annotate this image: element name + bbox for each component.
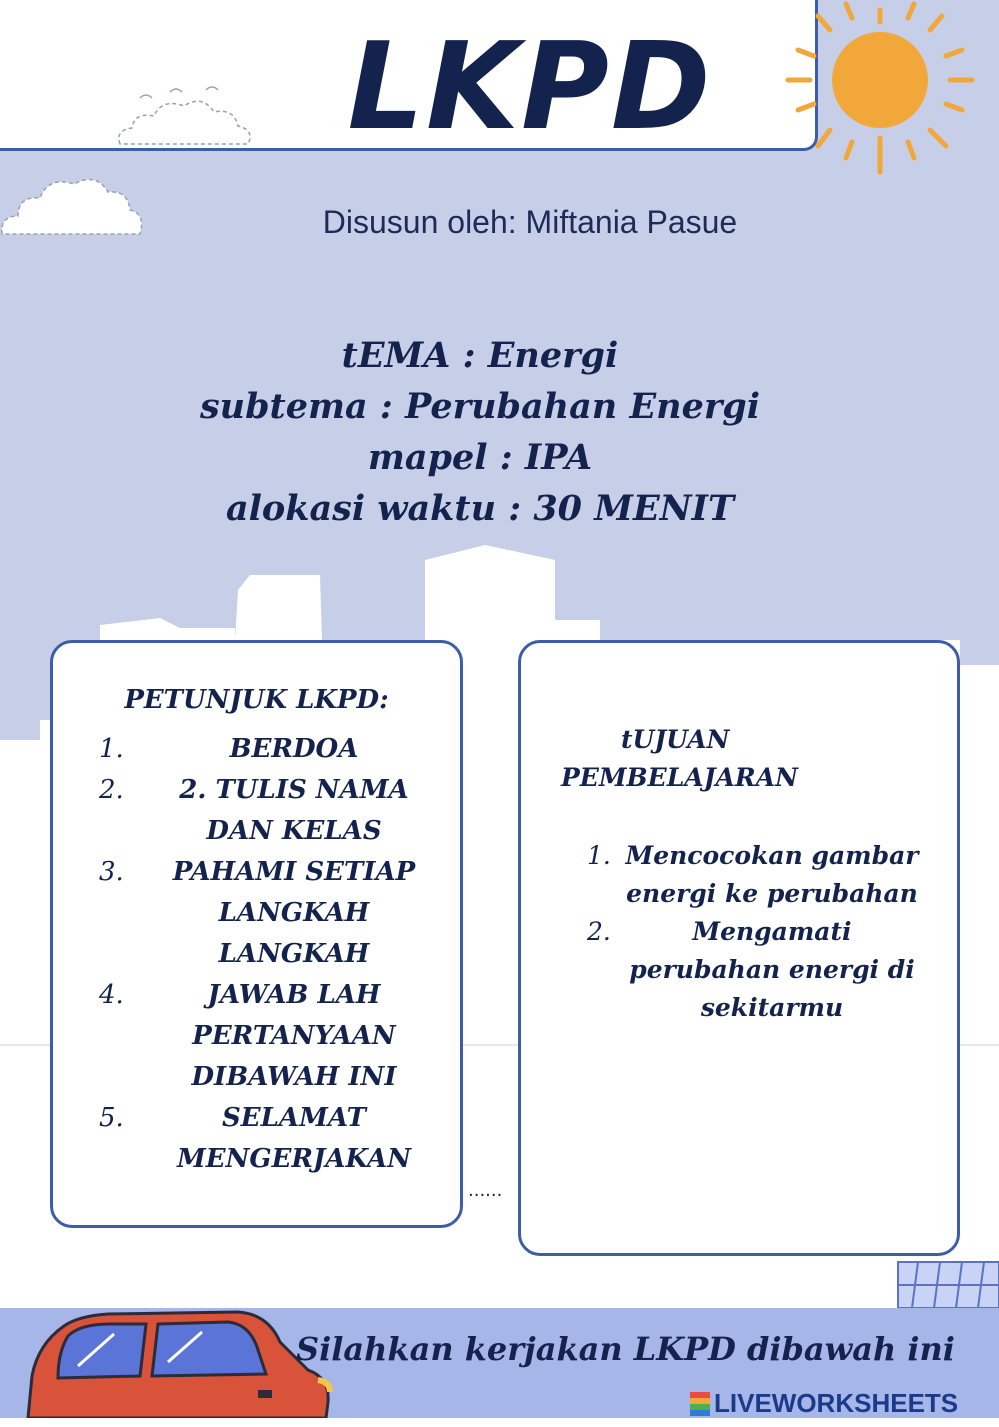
car-icon xyxy=(18,1306,338,1418)
cloud-icon xyxy=(0,168,145,248)
list-item xyxy=(99,852,429,975)
objectives-heading-line: PEMBELAJARAN xyxy=(561,763,798,792)
brand-name: LIVEWORKSHEETS xyxy=(714,1388,959,1418)
subject-line: mapel : IPA xyxy=(367,437,593,478)
liveworksheets-brand xyxy=(690,1388,958,1419)
page-title: LKPD xyxy=(347,18,713,157)
objectives-card xyxy=(518,640,960,1256)
list-item xyxy=(587,837,927,913)
item-text: JAWAB LAH PERTANYAAN DIBAWAH INI xyxy=(191,980,397,1092)
ellipsis-text: ...... xyxy=(468,1180,503,1201)
instructions-list xyxy=(99,729,429,1180)
list-item xyxy=(99,729,429,770)
item-number: 1. xyxy=(587,841,611,870)
item-text: BERDOA xyxy=(229,734,359,764)
lesson-info xyxy=(100,330,860,534)
item-number: 5. xyxy=(99,1103,124,1133)
item-number: 1. xyxy=(99,734,124,764)
liveworksheets-logo-icon xyxy=(690,1392,710,1416)
item-number: 2. xyxy=(99,775,124,805)
sun-icon xyxy=(780,0,980,180)
list-item xyxy=(587,913,927,1027)
item-number: 2. xyxy=(587,917,611,946)
instructions-card xyxy=(50,640,463,1228)
time-allocation-line: alokasi waktu : 30 MENIT xyxy=(225,488,735,529)
item-text: Mencocokan gambar energi ke perubahan xyxy=(625,841,919,908)
cloud-icon xyxy=(110,86,260,156)
list-item xyxy=(99,770,429,852)
list-item xyxy=(99,1098,429,1180)
item-text: PAHAMI SETIAP LANGKAH LANGKAH xyxy=(172,857,416,969)
footer-instruction: Silahkan kerjakan LKPD dibawah ini xyxy=(296,1330,955,1368)
author-line: Disusun oleh: Miftania Pasue xyxy=(322,204,738,240)
item-text: SELAMAT MENGERJAKAN xyxy=(177,1103,411,1174)
list-item xyxy=(99,975,429,1098)
item-text: Mengamati perubahan energi di sekitarmu xyxy=(629,917,915,1022)
item-number: 3. xyxy=(99,857,124,887)
objectives-list xyxy=(587,837,927,1027)
objectives-heading-line: tUJUAN xyxy=(621,725,730,754)
item-number: 4. xyxy=(99,980,124,1010)
objectives-heading xyxy=(561,721,921,797)
theme-line: tEMA : Energi xyxy=(341,335,619,376)
subtheme-line: subtema : Perubahan Energi xyxy=(199,386,761,427)
instructions-heading: PETUNJUK LKPD: xyxy=(124,685,389,715)
item-text: 2. TULIS NAMA DAN KELAS xyxy=(179,775,409,846)
